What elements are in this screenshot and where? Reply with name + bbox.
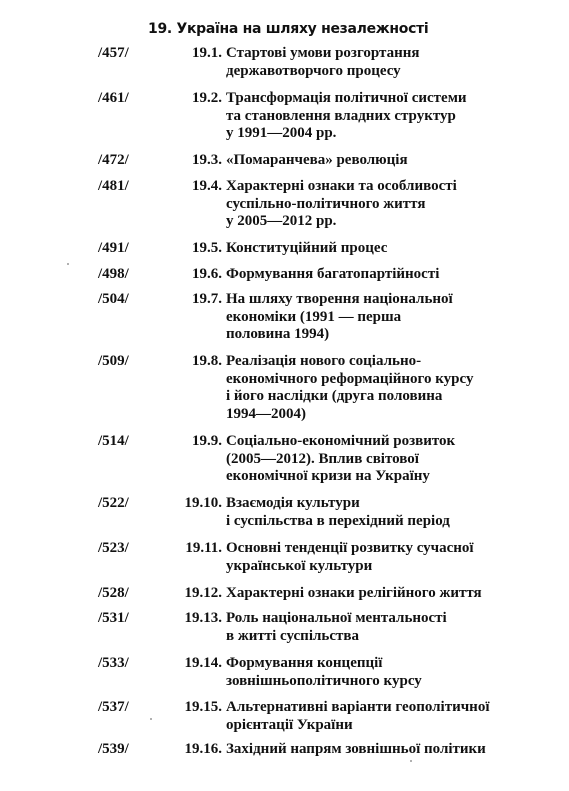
section-title: Західний напрям зовнішньої політики	[226, 741, 486, 757]
section-number: 19.10.	[184, 495, 222, 511]
section-number: 19.7.	[192, 291, 222, 307]
page-ref: /461/	[98, 90, 129, 106]
section-title: Стартові умови розгортання державотворчого процесу	[226, 45, 420, 79]
section-number: 19.5.	[192, 240, 222, 256]
section-number: 19.4.	[192, 178, 222, 194]
page-ref: /537/	[98, 699, 129, 715]
scan-speck	[410, 760, 412, 762]
section-title: Альтернативні варіанти геополітичної орієнтації України	[226, 699, 490, 733]
section-number: 19.15.	[184, 699, 222, 715]
section-title: Формування багатопартійності	[226, 266, 440, 282]
section-number: 19.6.	[192, 266, 222, 282]
section-number: 19.3.	[192, 152, 222, 168]
page-ref: /504/	[98, 291, 129, 307]
section-number: 19.11.	[185, 540, 222, 556]
page-ref: /531/	[98, 610, 129, 626]
page-ref: /533/	[98, 655, 129, 671]
scan-speck	[150, 718, 152, 720]
page-ref: /509/	[98, 353, 129, 369]
page-ref: /457/	[98, 45, 129, 61]
section-number: 19.2.	[192, 90, 222, 106]
section-number: 19.9.	[192, 433, 222, 449]
section-title: Основні тенденції розвитку сучасної української культури	[226, 540, 474, 574]
section-number: 19.14.	[184, 655, 222, 671]
page-ref: /472/	[98, 152, 129, 168]
page-ref: /523/	[98, 540, 129, 556]
page-ref: /539/	[98, 741, 129, 757]
section-title: Формування концепції зовнішньополітичного курсу	[226, 655, 422, 689]
section-title: Характерні ознаки релігійного життя	[226, 585, 482, 601]
section-number: 19.13.	[184, 610, 222, 626]
section-title: Реалізація нового соціально- економічного реформаційного курсу і його наслідки (друга половина 1994—2004)	[226, 353, 474, 422]
page-ref: /514/	[98, 433, 129, 449]
section-number: 19.1.	[192, 45, 222, 61]
chapter-heading: 19. Україна на шляху незалежності	[148, 21, 429, 37]
section-title: На шляху творення національної економіки (1991 — перша половина 1994)	[226, 291, 453, 342]
section-title: Соціально-економічний розвиток (2005—2012). Вплив світової економічної кризи на Україну	[226, 433, 456, 484]
page-ref: /481/	[98, 178, 129, 194]
section-number: 19.16.	[184, 741, 222, 757]
section-title: Конституційний процес	[226, 240, 388, 256]
page-ref: /498/	[98, 266, 129, 282]
scan-speck	[67, 263, 69, 265]
section-number: 19.12.	[184, 585, 222, 601]
page-ref: /491/	[98, 240, 129, 256]
section-title: «Помаранчева» революція	[226, 152, 408, 168]
section-title: Характерні ознаки та особливості суспільно-політичного життя у 2005—2012 рр.	[226, 178, 457, 229]
page-ref: /528/	[98, 585, 129, 601]
section-number: 19.8.	[192, 353, 222, 369]
page-ref: /522/	[98, 495, 129, 511]
section-title: Роль національної ментальності в житті суспільства	[226, 610, 447, 644]
section-title: Взаємодія культури і суспільства в перехідний період	[226, 495, 450, 529]
section-title: Трансформація політичної системи та становлення владних структур у 1991—2004 рр.	[226, 90, 467, 141]
